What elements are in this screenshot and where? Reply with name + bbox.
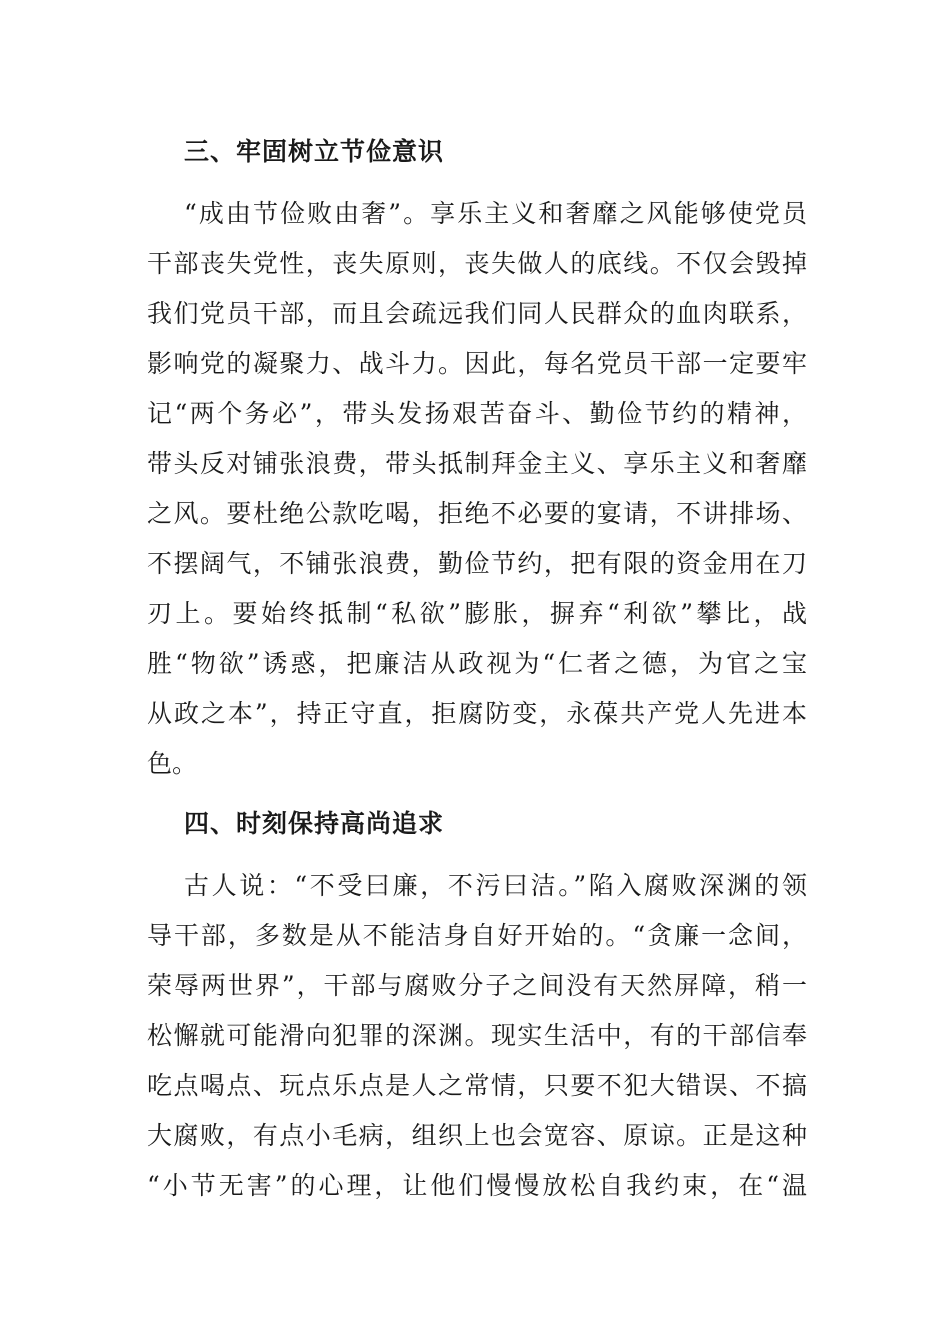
section-3-line: 从政之本”，持正守直，拒腐防变，永葆共产党人先进本 <box>147 699 807 728</box>
section-3-line: 影响党的凝聚力、战斗力。因此，每名党员干部一定要牢 <box>147 349 807 378</box>
section-3-line: 带头反对铺张浪费，带头抵制拜金主义、享乐主义和奢靡 <box>147 449 807 478</box>
section-3-line: 不摆阔气，不铺张浪费，勤俭节约，把有限的资金用在刀 <box>147 549 807 578</box>
section-4-line: 荣辱两世界”，干部与腐败分子之间没有天然屏障，稍一 <box>147 971 807 1000</box>
section-4-line: 大腐败，有点小毛病，组织上也会宽容、原谅。正是这种 <box>147 1121 807 1150</box>
section-3-line: 我们党员干部，而且会疏远我们同人民群众的血肉联系， <box>147 299 807 328</box>
section-3-line: 色。 <box>147 749 198 778</box>
section-3-line: 胜“物欲”诱惑，把廉洁从政视为“仁者之德，为官之宝 <box>147 649 807 678</box>
section-3-line: 之风。要杜绝公款吃喝，拒绝不必要的宴请，不讲排场、 <box>147 499 807 528</box>
section-3-heading: 三、牢固树立节俭意识 <box>184 137 445 166</box>
section-4-line: “小节无害”的心理，让他们慢慢放松自我约束，在“温 <box>147 1171 807 1200</box>
section-3-line: 记“两个务必”，带头发扬艰苦奋斗、勤俭节约的精神， <box>147 399 807 428</box>
section-3-line: 干部丧失党性，丧失原则，丧失做人的底线。不仅会毁掉 <box>147 249 807 278</box>
section-4-line: 吃点喝点、玩点乐点是人之常情，只要不犯大错误、不搞 <box>147 1071 807 1100</box>
section-3-line: “成由节俭败由奢”。享乐主义和奢靡之风能够使党员 <box>184 199 807 228</box>
section-4-line: 导干部，多数是从不能洁身自好开始的。“贪廉一念间， <box>147 921 807 950</box>
section-4-line: 古人说：“不受曰廉，不污曰洁。”陷入腐败深渊的领 <box>184 871 807 900</box>
section-4-line: 松懈就可能滑向犯罪的深渊。现实生活中，有的干部信奉 <box>147 1021 807 1050</box>
section-4-heading: 四、时刻保持高尚追求 <box>184 809 445 838</box>
section-3-line: 刃上。要始终抵制“私欲”膨胀，摒弃“利欲”攀比，战 <box>147 599 807 628</box>
